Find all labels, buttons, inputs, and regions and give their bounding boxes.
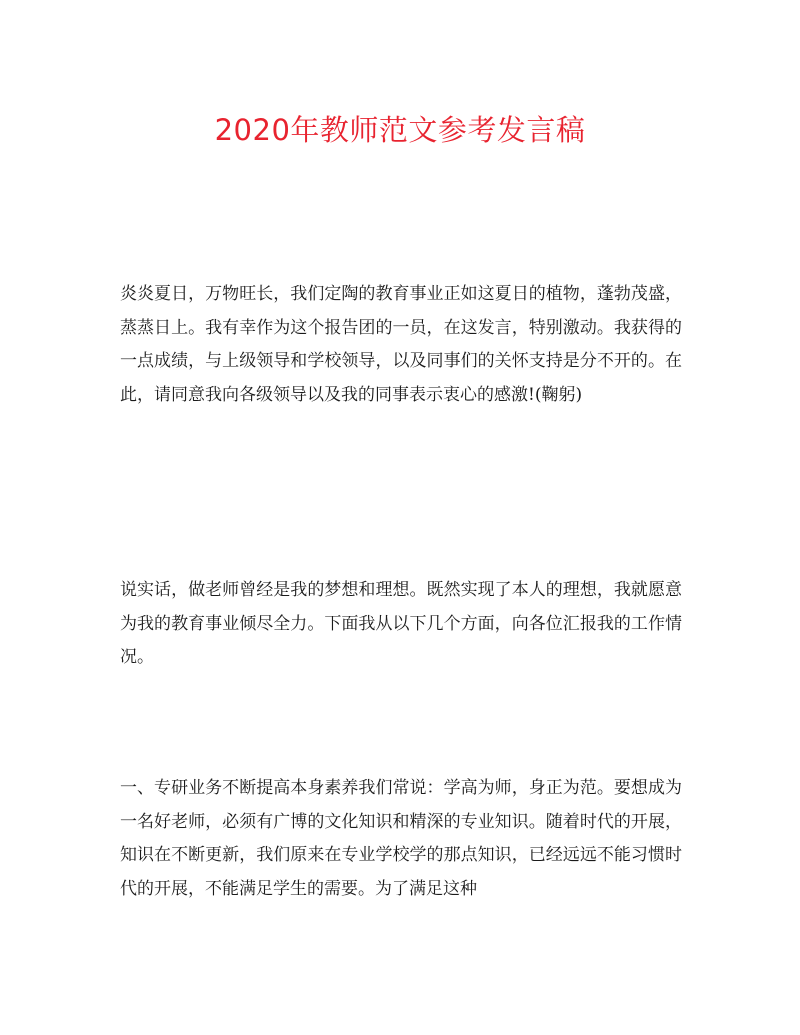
document-title: 2020年教师范文参考发言稿: [214, 113, 586, 147]
paragraph-2: 说实话，做老师曾经是我的梦想和理想。既然实现了本人的理想，我就愿意为我的教育事业倾尽全力。下面我从以下几个方面，向各位汇报我的工作情况。: [120, 580, 682, 667]
paragraph-1: 炎炎夏日，万物旺长，我们定陶的教育事业正如这夏日的植物，蓬勃茂盛，蒸蒸日上。我有幸作为这个报告团的一员，在这发言，特别激动。我获得的一点成绩，与上级领导和学校领导，以及同事们的关怀支持是分不开的。在此，请同意我向各级领导以及我的同事表示衷心的感激!(鞠躬): [120, 284, 682, 405]
paragraph-3: 一、专研业务不断提高本身素养我们常说：学高为师，身正为范。要想成为一名好老师，必须有广博的文化知识和精深的专业知识。随着时代的开展，知识在不断更新，我们原来在专业学校学的那点知识，已经远远不能习惯时代的开展，不能满足学生的需要。为了满足这种: [120, 778, 682, 899]
